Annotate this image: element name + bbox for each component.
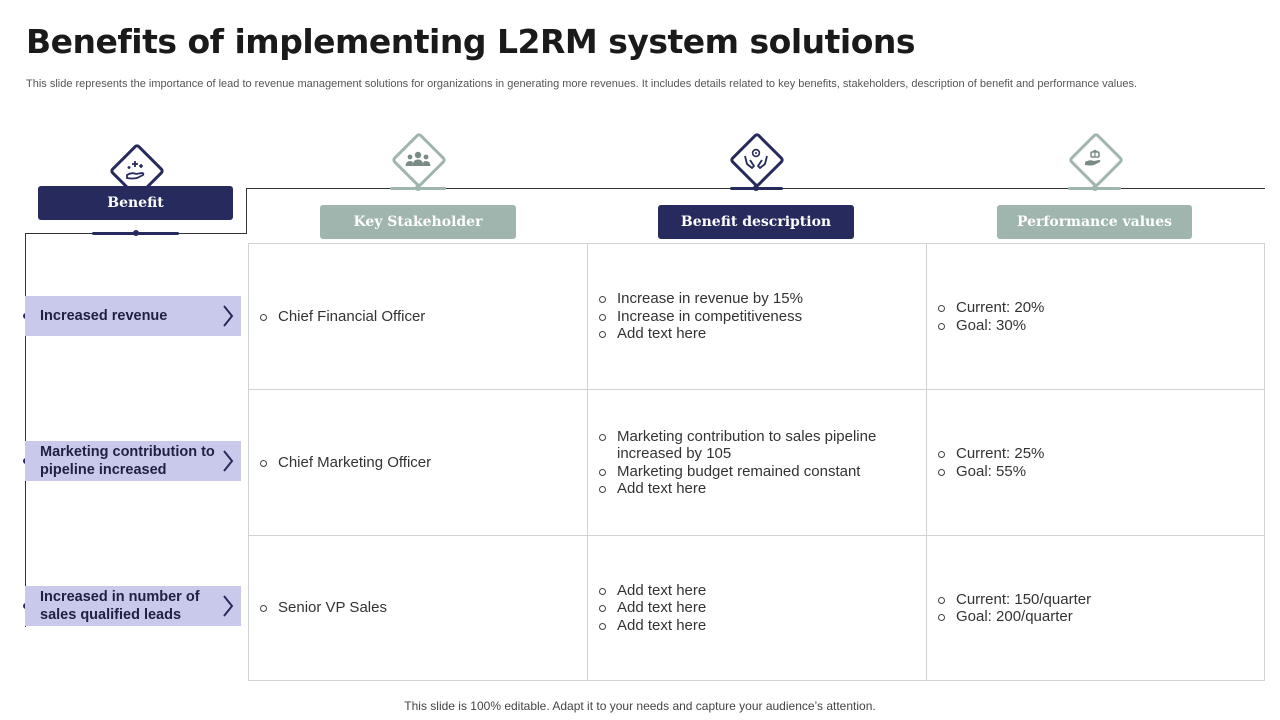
table-cell-performance bbox=[927, 244, 1264, 390]
description-dot bbox=[753, 185, 759, 191]
table-cell-description bbox=[588, 536, 927, 680]
list-item: Add text here bbox=[598, 599, 706, 617]
benefit-tab-row-3 bbox=[25, 586, 241, 626]
chevron-right-icon bbox=[221, 594, 235, 618]
connector-line-left bbox=[25, 233, 26, 627]
header-benefit: Benefit bbox=[38, 186, 233, 220]
list-item: Goal: 200/quarter bbox=[937, 608, 1091, 626]
table-cell-performance bbox=[927, 536, 1264, 680]
table-cell-performance bbox=[927, 390, 1264, 536]
header-key-stakeholder: Key Stakeholder bbox=[320, 205, 516, 239]
table-cell-description bbox=[588, 244, 927, 390]
list-item: Add text here bbox=[598, 582, 706, 600]
hands-coin-icon bbox=[728, 131, 784, 187]
stakeholder-dot bbox=[415, 185, 421, 191]
list-item: Chief Financial Officer bbox=[259, 308, 425, 326]
table-cell-stakeholder bbox=[249, 244, 588, 390]
list-item: Marketing contribution to sales pipeline increased by 105 bbox=[598, 428, 898, 463]
list-item: Increase in revenue by 15% bbox=[598, 290, 803, 308]
benefit-tab-row-1 bbox=[25, 296, 241, 336]
header-benefit-dot bbox=[133, 230, 139, 236]
list-item: Chief Marketing Officer bbox=[259, 454, 431, 472]
connector-line-vertical-header bbox=[246, 188, 247, 234]
chevron-right-icon bbox=[221, 304, 235, 328]
table-cell-stakeholder bbox=[249, 390, 588, 536]
header-performance-values: Performance values bbox=[997, 205, 1192, 239]
list-item: Current: 25% bbox=[937, 445, 1044, 463]
table-cell-description bbox=[588, 390, 927, 536]
benefit-tab-row-2 bbox=[25, 441, 241, 481]
list-item: Current: 20% bbox=[937, 299, 1044, 317]
benefit-label: Increased revenue bbox=[40, 308, 168, 324]
list-item: Increase in competitiveness bbox=[598, 308, 803, 326]
benefit-label: Marketing contribution to pipeline increased bbox=[40, 444, 215, 478]
list-item: Marketing budget remained constant bbox=[598, 463, 898, 481]
list-item: Current: 150/quarter bbox=[937, 591, 1091, 609]
stakeholder-icon-badge bbox=[390, 131, 446, 187]
list-item: Add text here bbox=[598, 617, 706, 635]
hand-gift-icon bbox=[1067, 131, 1123, 187]
chevron-right-icon bbox=[221, 449, 235, 473]
page-title: Benefits of implementing L2RM system solutions bbox=[26, 22, 916, 61]
list-item: Add text here bbox=[598, 325, 803, 343]
list-item: Add text here bbox=[598, 480, 898, 498]
group-people-icon bbox=[390, 131, 446, 187]
table-cell-stakeholder bbox=[249, 536, 588, 680]
benefits-table bbox=[248, 243, 1265, 681]
header-benefit-description: Benefit description bbox=[658, 205, 854, 239]
footer-note: This slide is 100% editable. Adapt it to your needs and capture your audience’s attention. bbox=[404, 699, 876, 713]
performance-icon-badge bbox=[1067, 131, 1123, 187]
list-item: Senior VP Sales bbox=[259, 599, 387, 617]
list-item: Goal: 55% bbox=[937, 463, 1044, 481]
page-subtitle: This slide represents the importance of lead to revenue management solutions for organizations in generating more revenues. It includes details related to key benefits, stakeholders, description of benefit and performance values. bbox=[26, 78, 1138, 90]
description-icon-badge bbox=[728, 131, 784, 187]
list-item: Goal: 30% bbox=[937, 317, 1044, 335]
benefit-label: Increased in number of sales qualified leads bbox=[40, 589, 200, 623]
performance-dot bbox=[1092, 185, 1098, 191]
